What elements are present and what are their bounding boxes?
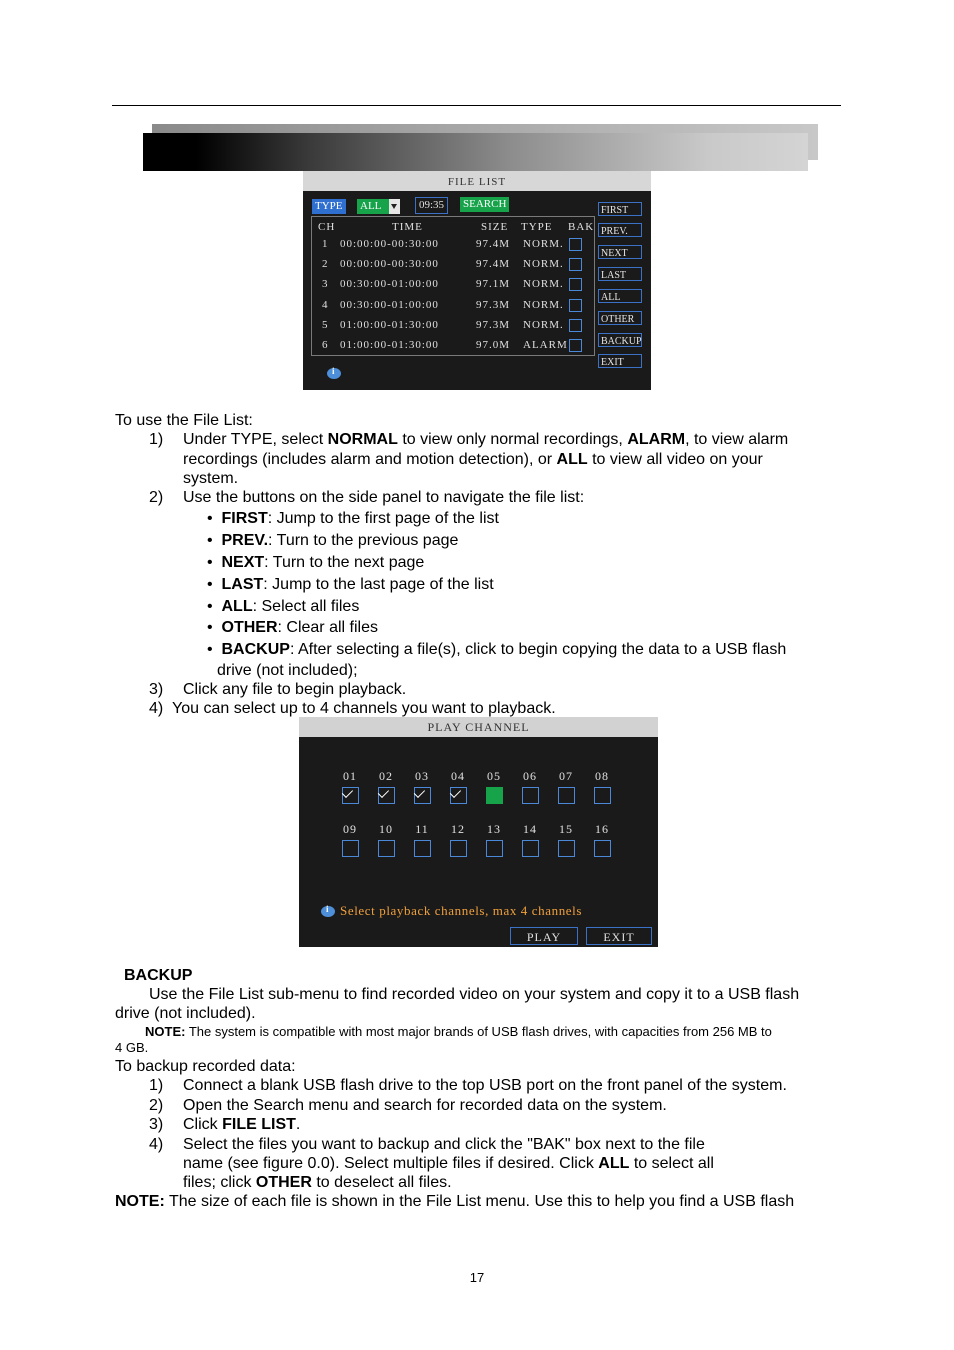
prev-button[interactable]: PREV. xyxy=(598,223,642,237)
step-number: 3) xyxy=(149,1116,164,1133)
page-number: 17 xyxy=(469,1270,485,1285)
backup-step-4-line-2: name (see figure 0.0). Select multiple files if desired. Click ALL to select all xyxy=(183,1155,714,1172)
channel-checkbox[interactable] xyxy=(450,840,467,857)
last-button[interactable]: LAST xyxy=(598,267,642,281)
channel-number: 11 xyxy=(415,822,429,836)
row-time: 00:00:00-00:30:00 xyxy=(340,238,439,250)
row-type: NORM. xyxy=(523,238,564,250)
row-time: 00:30:00-01:00:00 xyxy=(340,278,439,290)
row-type: NORM. xyxy=(523,278,564,290)
step-2-text: Use the buttons on the side panel to navigate the file list: xyxy=(183,489,585,506)
row-time: 00:30:00-01:00:00 xyxy=(340,299,439,311)
channel-checkbox[interactable] xyxy=(486,787,503,804)
channel-number: 10 xyxy=(379,822,393,836)
channel-checkbox[interactable] xyxy=(522,840,539,857)
channel-checkbox[interactable] xyxy=(414,840,431,857)
next-button[interactable]: NEXT xyxy=(598,245,642,259)
channel-number: 08 xyxy=(595,769,609,783)
row-ch: 5 xyxy=(322,319,329,331)
bak-checkbox[interactable] xyxy=(569,278,582,291)
bak-checkbox[interactable] xyxy=(569,299,582,312)
channel-number: 02 xyxy=(379,769,393,783)
channel-checkbox[interactable] xyxy=(378,840,395,857)
list-item: • LAST: Jump to the last page of the list xyxy=(207,576,494,593)
hint-message: Select playback channels, max 4 channels xyxy=(340,903,583,918)
list-item: • PREV.: Turn to the previous page xyxy=(207,532,459,549)
section-heading: BACKUP xyxy=(124,967,193,984)
backup-step-4-line-1: Select the files you want to backup and click the "BAK" box next to the file xyxy=(183,1136,705,1153)
type-label: TYPE xyxy=(312,199,346,214)
channel-checkbox[interactable] xyxy=(342,840,359,857)
bak-checkbox[interactable] xyxy=(569,238,582,251)
row-ch: 4 xyxy=(322,299,329,311)
channel-number: 03 xyxy=(415,769,429,783)
col-header-bak: BAK xyxy=(568,221,595,233)
row-time: 00:00:00-00:30:00 xyxy=(340,258,439,270)
row-type: NORM. xyxy=(523,319,564,331)
other-button[interactable]: OTHER xyxy=(598,311,642,325)
step-3-text: Click any file to begin playback. xyxy=(183,681,407,698)
table-row[interactable] xyxy=(312,336,594,356)
channel-checkbox[interactable] xyxy=(558,787,575,804)
note-line-2: 4 GB. xyxy=(115,1040,149,1055)
channel-number: 04 xyxy=(451,769,465,783)
step-number: 1) xyxy=(149,1077,164,1094)
channel-checkbox[interactable] xyxy=(558,840,575,857)
channel-checkbox[interactable] xyxy=(522,787,539,804)
play-button[interactable]: PLAY xyxy=(510,927,578,945)
backup-paragraph-line-1: Use the File List sub-menu to find recorded video on your system and copy it to a USB flash xyxy=(149,986,800,1003)
channel-number: 07 xyxy=(559,769,573,783)
channel-checkbox[interactable] xyxy=(594,840,611,857)
channel-checkbox[interactable] xyxy=(342,787,359,804)
table-row[interactable] xyxy=(312,275,594,295)
row-size: 97.3M xyxy=(476,299,511,311)
time-field[interactable]: 09:35 xyxy=(415,197,448,214)
row-time: 01:00:00-01:30:00 xyxy=(340,319,439,331)
backup-step-2: Open the Search menu and search for recorded data on the system. xyxy=(183,1097,667,1114)
channel-number: 12 xyxy=(451,822,465,836)
row-type: NORM. xyxy=(523,299,564,311)
search-button[interactable]: SEARCH xyxy=(460,197,509,212)
header-rule xyxy=(112,105,841,106)
backup-paragraph-line-2: drive (not included). xyxy=(115,1005,256,1022)
step-number: 2) xyxy=(149,489,164,506)
step-number: 4) xyxy=(149,1136,164,1153)
step-4-text: You can select up to 4 channels you want to playback. xyxy=(172,700,556,717)
row-type: ALARM xyxy=(523,339,568,351)
file-list-title: FILE LIST xyxy=(303,171,651,191)
first-button[interactable]: FIRST xyxy=(598,202,642,216)
bak-checkbox[interactable] xyxy=(569,339,582,352)
list-item: • FIRST: Jump to the first page of the list xyxy=(207,510,499,527)
channel-number: 05 xyxy=(487,769,501,783)
info-icon xyxy=(327,368,341,379)
channel-checkbox[interactable] xyxy=(486,840,503,857)
row-size: 97.0M xyxy=(476,339,511,351)
channel-number: 13 xyxy=(487,822,501,836)
play-channel-title: PLAY CHANNEL xyxy=(299,717,658,737)
channel-number: 01 xyxy=(343,769,357,783)
row-time: 01:00:00-01:30:00 xyxy=(340,339,439,351)
channel-checkbox[interactable] xyxy=(450,787,467,804)
row-ch: 6 xyxy=(322,339,329,351)
backup-button[interactable]: BACKUP xyxy=(598,333,642,347)
step-1-line-1: Under TYPE, select NORMAL to view only normal recordings, ALARM, to view alarm xyxy=(183,431,789,448)
table-row[interactable] xyxy=(312,296,594,316)
channel-number: 16 xyxy=(595,822,609,836)
channel-checkbox[interactable] xyxy=(378,787,395,804)
channel-number: 09 xyxy=(343,822,357,836)
intro-text: To use the File List: xyxy=(115,412,253,429)
note-line-1: NOTE: The system is compatible with most major brands of USB flash drives, with capacities from 256 MB to xyxy=(145,1024,772,1039)
row-ch: 2 xyxy=(322,258,329,270)
all-button[interactable]: ALL xyxy=(598,289,642,303)
list-item: • NEXT: Turn to the next page xyxy=(207,554,425,571)
table-row[interactable] xyxy=(312,316,594,336)
file-list-screen xyxy=(303,171,651,390)
section-banner xyxy=(143,133,808,171)
channel-number: 06 xyxy=(523,769,537,783)
step-number: 1) xyxy=(149,431,164,448)
row-size: 97.3M xyxy=(476,319,511,331)
col-header-time: TIME xyxy=(392,221,423,233)
info-icon xyxy=(321,906,335,917)
chevron-down-icon[interactable] xyxy=(389,199,400,214)
step-1-line-3: system. xyxy=(183,470,239,487)
backup-step-3: Click FILE LIST. xyxy=(183,1116,301,1133)
backup-step-1: Connect a blank USB flash drive to the top USB port on the front panel of the system. xyxy=(183,1077,787,1094)
row-size: 97.1M xyxy=(476,278,511,290)
list-item: • BACKUP: After selecting a file(s), click to begin copying the data to a USB flash xyxy=(207,641,787,658)
backup-step-4-line-3: files; click OTHER to deselect all files. xyxy=(183,1174,452,1191)
list-item: • OTHER: Clear all files xyxy=(207,619,378,636)
note-2: NOTE: The size of each file is shown in the File List menu. Use this to help you find a USB flash xyxy=(115,1193,795,1210)
table-row[interactable] xyxy=(312,235,594,255)
channel-checkbox[interactable] xyxy=(414,787,431,804)
step-number: 3) xyxy=(149,681,164,698)
exit-button[interactable]: EXIT xyxy=(598,354,642,368)
channel-number: 14 xyxy=(523,822,537,836)
channel-checkbox[interactable] xyxy=(594,787,611,804)
col-header-ch: CH xyxy=(318,221,336,233)
file-table xyxy=(311,216,595,356)
row-size: 97.4M xyxy=(476,258,511,270)
col-header-size: SIZE xyxy=(481,221,509,233)
row-type: NORM. xyxy=(523,258,564,270)
row-ch: 3 xyxy=(322,278,329,290)
play-channel-screen xyxy=(299,717,658,947)
bak-checkbox[interactable] xyxy=(569,319,582,332)
table-row[interactable] xyxy=(312,255,594,275)
step-1-line-2: recordings (includes alarm and motion detection), or ALL to view all video on your xyxy=(183,451,763,468)
list-item-continuation: drive (not included); xyxy=(217,662,358,679)
col-header-type: TYPE xyxy=(521,221,553,233)
row-size: 97.4M xyxy=(476,238,511,250)
type-select[interactable]: ALL xyxy=(357,199,393,214)
row-ch: 1 xyxy=(322,238,329,250)
backup-intro: To backup recorded data: xyxy=(115,1058,296,1075)
channel-number: 15 xyxy=(559,822,573,836)
step-number: 4) xyxy=(149,700,164,717)
step-number: 2) xyxy=(149,1097,164,1114)
bak-checkbox[interactable] xyxy=(569,258,582,271)
list-item: • ALL: Select all files xyxy=(207,598,360,615)
exit-button[interactable]: EXIT xyxy=(586,927,652,945)
